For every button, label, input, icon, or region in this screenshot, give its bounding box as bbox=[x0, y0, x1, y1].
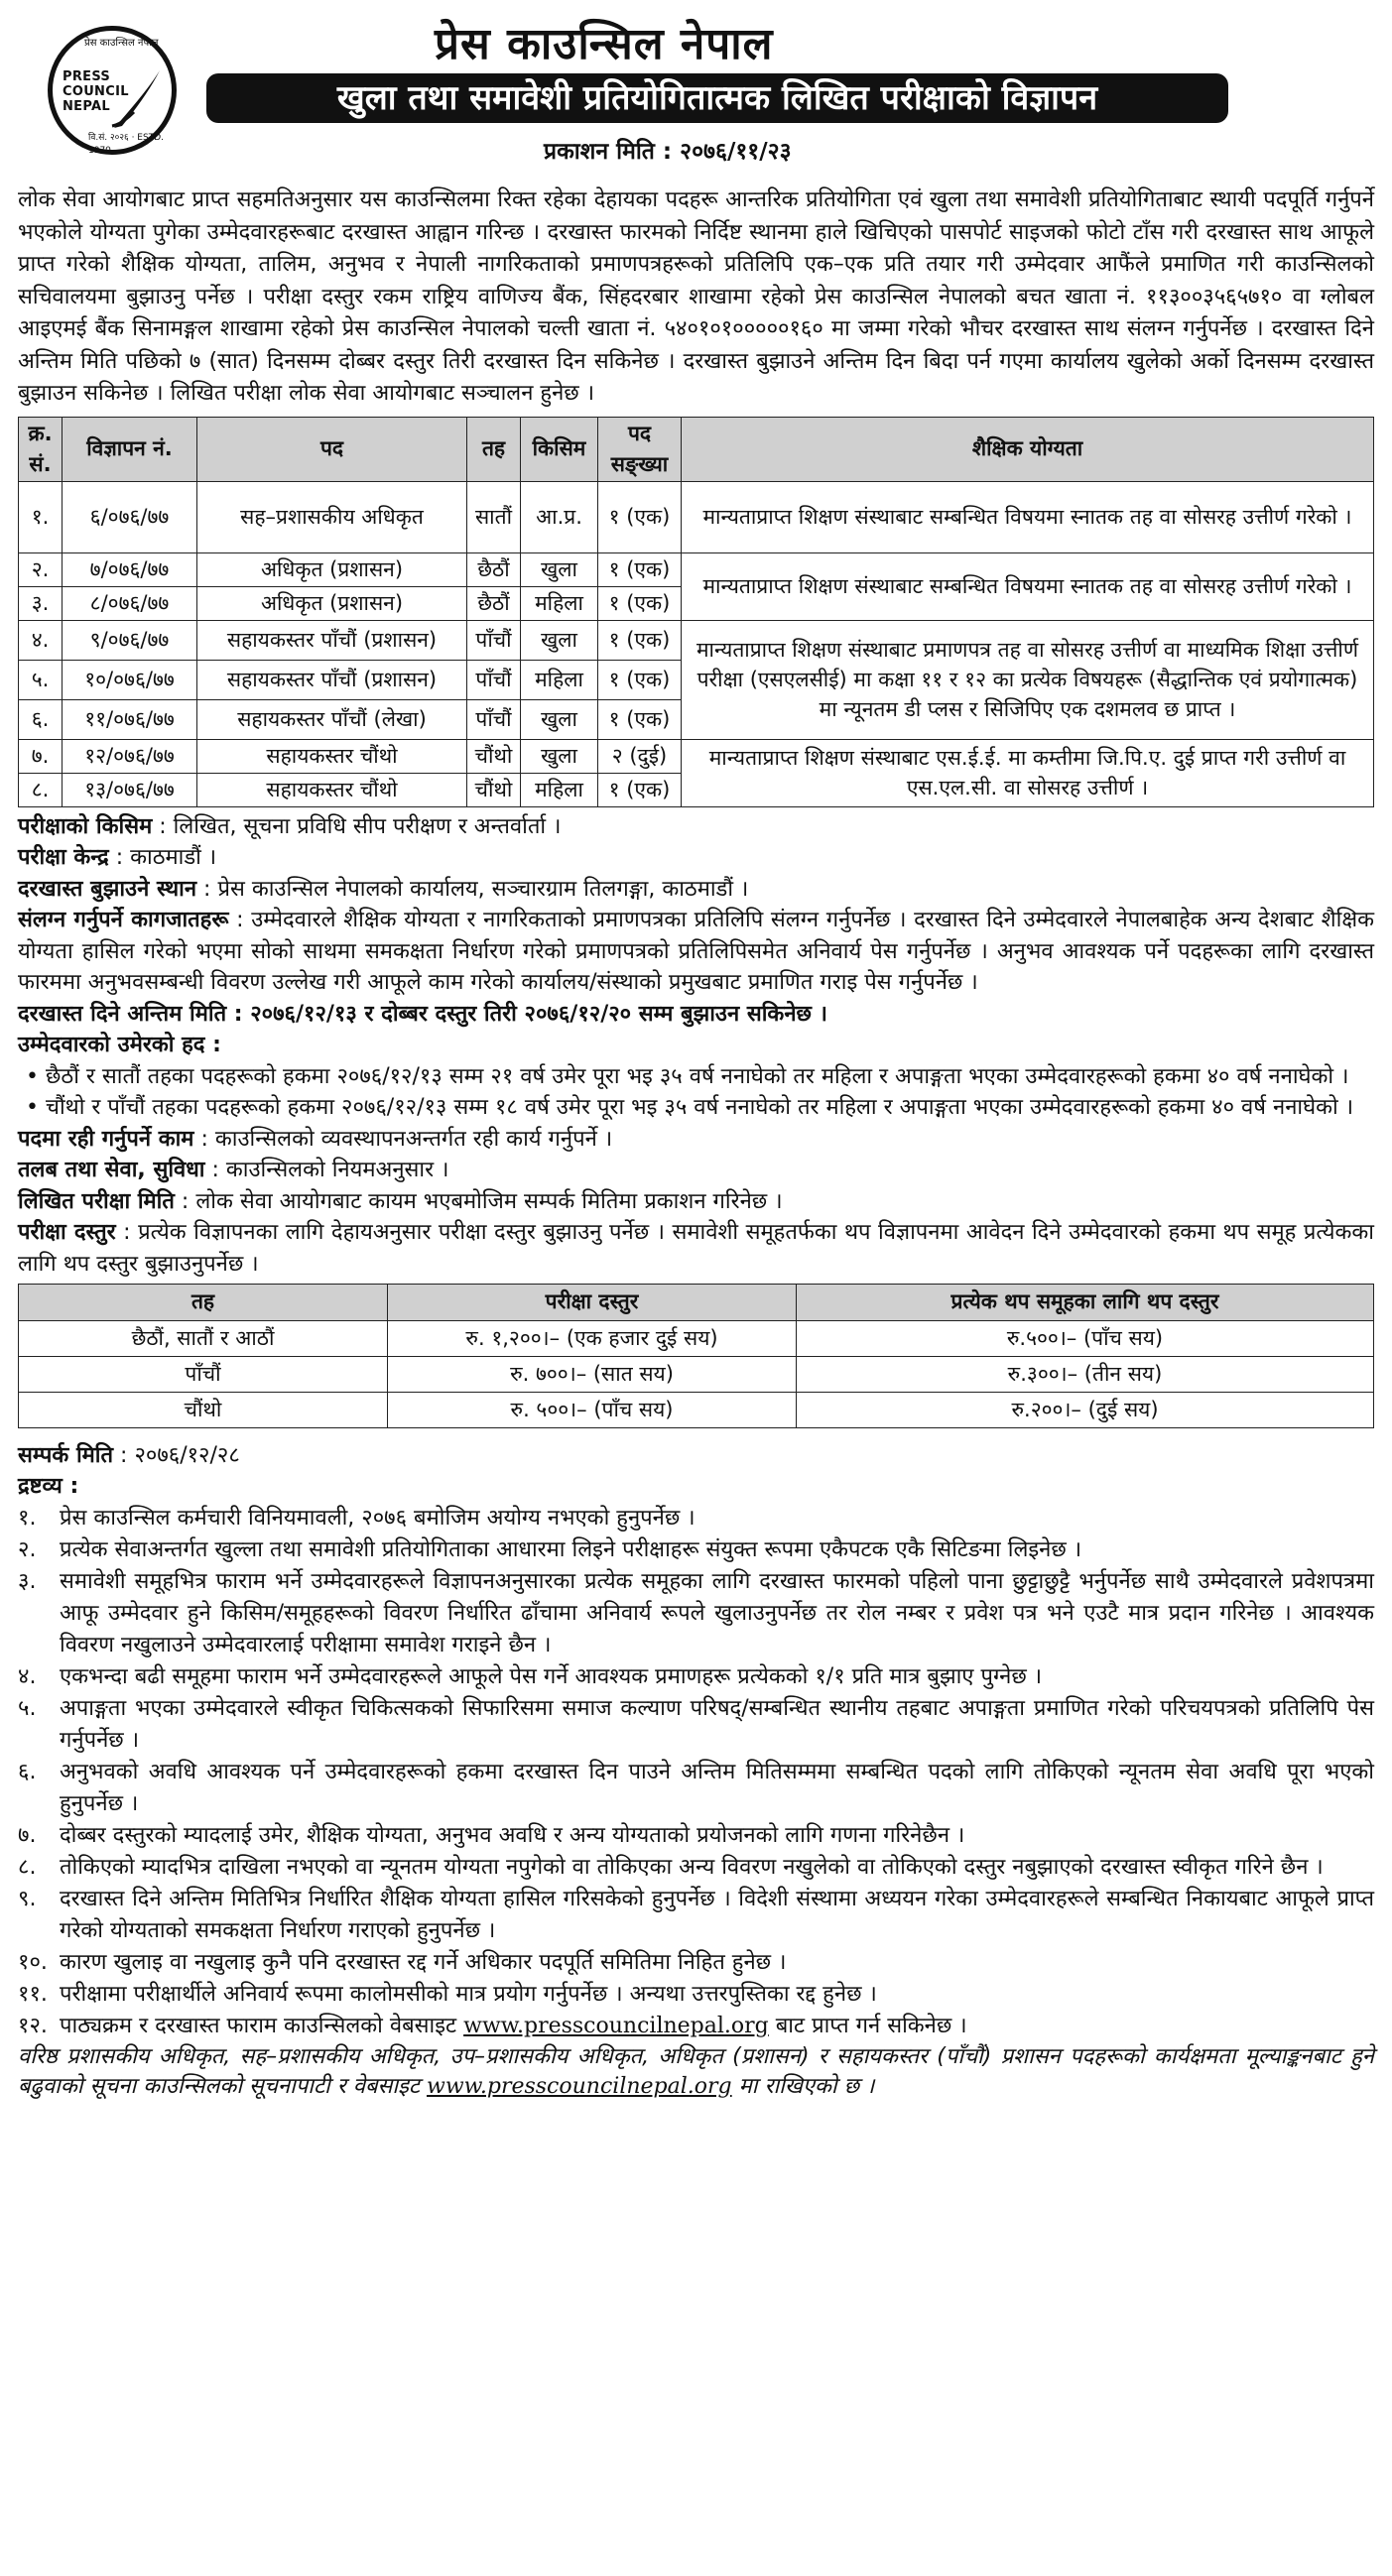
cell: ११/०७६/७७ bbox=[63, 699, 197, 739]
cell: महिला bbox=[521, 660, 598, 699]
exam-fee-label: परीक्षा दस्तुर bbox=[18, 1220, 116, 1246]
fee-row bbox=[19, 1356, 1374, 1392]
cell: महिला bbox=[521, 773, 598, 806]
list-item bbox=[18, 1534, 1374, 1566]
submit-place bbox=[18, 874, 1374, 906]
salary bbox=[18, 1155, 1374, 1186]
salary-label: तलब तथा सेवा, सुविधा bbox=[18, 1158, 205, 1183]
cell: पाँचौं bbox=[467, 620, 521, 660]
list-item bbox=[18, 1661, 1374, 1693]
cell: १ (एक) bbox=[598, 660, 682, 699]
note-text: परीक्षामा परीक्षार्थीले अनिवार्य रूपमा कालोमसीको मात्र प्रयोग गर्नुपर्नेछ । अन्यथा उत्तरपुस्तिका रद्द हुनेछ । bbox=[60, 1981, 877, 2007]
fee-col-level: तह bbox=[19, 1285, 388, 1320]
cell: २ (दुई) bbox=[598, 739, 682, 773]
exam-fee-value: : प्रत्येक विज्ञापनका लागि देहायअनुसार परीक्षा दस्तुर बुझाउनु पर्नेछ । समावेशी समूहतर्फका थप विज्ञापनमा आवेदन दिने उम्मेदवारको हकमा थप समूह प्रत्येकका लागि थप दस्तुर बुझाउनुपर्नेछ । bbox=[18, 1220, 1374, 1277]
note-text: प्रत्येक सेवाअन्तर्गत खुल्ला तथा समावेशी प्रतियोगिताका आधारमा लिइने परीक्षाहरू संयुक्त रूपमा एकैपटक एकै सिटिङमा लिइनेछ । bbox=[60, 1536, 1082, 1562]
table-row bbox=[19, 481, 1374, 552]
col-post: पद bbox=[197, 417, 467, 481]
note-text: दोब्बर दस्तुरको म्यादलाई उमेर, शैक्षिक योग्यता, अनुभव अवधि र अन्य योग्यताको प्रयोजनको लागि गणना गरिनेछैन । bbox=[60, 1822, 965, 1848]
list-item bbox=[18, 1693, 1374, 1757]
cell: १२/०७६/७७ bbox=[63, 739, 197, 773]
cell: ३. bbox=[19, 586, 63, 620]
cell: सहायकस्तर पाँचौं (प्रशासन) bbox=[197, 620, 467, 660]
cell: चौंथो bbox=[19, 1392, 388, 1427]
col-count: पद सङ्ख्या bbox=[598, 417, 682, 481]
cell: चौंथो bbox=[467, 739, 521, 773]
note-number: ६. bbox=[18, 1759, 37, 1784]
cell: १. bbox=[19, 481, 63, 552]
table-row bbox=[19, 739, 1374, 773]
cell: खुला bbox=[521, 620, 598, 660]
qualification-cell: मान्यताप्राप्त शिक्षण संस्थाबाट सम्बन्धित विषयमा स्नातक तह वा सोसरह उत्तीर्ण गरेको । bbox=[682, 552, 1374, 620]
cell: ८. bbox=[19, 773, 63, 806]
cell: पाँचौं bbox=[19, 1356, 388, 1392]
documents bbox=[18, 905, 1374, 999]
note-number: १२. bbox=[18, 2013, 48, 2038]
cell: सहायकस्तर पाँचौं (लेखा) bbox=[197, 699, 467, 739]
cell: ९/०७६/७७ bbox=[63, 620, 197, 660]
cell: रु.५००।– (पाँच सय) bbox=[797, 1320, 1374, 1356]
cell: रु. ५००।– (पाँच सय) bbox=[388, 1392, 797, 1427]
list-item bbox=[18, 1566, 1374, 1661]
fee-row bbox=[19, 1320, 1374, 1356]
list-item bbox=[18, 1852, 1374, 1884]
cell: सातौं bbox=[467, 481, 521, 552]
note-text-pre: पाठ्यक्रम र दरखास्त फाराम काउन्सिलको वेबसाइट bbox=[60, 2013, 464, 2038]
salary-value: : काउन्सिलको नियमअनुसार । bbox=[204, 1158, 449, 1183]
table-row bbox=[19, 620, 1374, 660]
footer-website-link[interactable]: www.presscouncilnepal.org bbox=[426, 2073, 732, 2099]
cell: १ (एक) bbox=[598, 620, 682, 660]
footer-note bbox=[18, 2042, 1374, 2102]
col-ad-no: विज्ञापन नं. bbox=[63, 417, 197, 481]
submit-place-label: दरखास्त बुझाउने स्थान bbox=[18, 876, 197, 902]
cell: ४. bbox=[19, 620, 63, 660]
list-item bbox=[18, 2011, 1374, 2042]
cell: खुला bbox=[521, 552, 598, 586]
written-date-value: : लोक सेवा आयोगबाट कायम भएबमोजिम सम्पर्क मितिमा प्रकाशन गरिनेछ । bbox=[174, 1188, 783, 1214]
cell: १ (एक) bbox=[598, 481, 682, 552]
submit-place-value: : प्रेस काउन्सिल नेपालको कार्यालय, सञ्चारग्राम तिलगङ्गा, काठमाडौं । bbox=[196, 876, 749, 902]
cell: सह–प्रशासकीय अधिकृत bbox=[197, 481, 467, 552]
vacancy-table bbox=[18, 417, 1374, 807]
cell: १३/०७६/७७ bbox=[63, 773, 197, 806]
age-bullet: • छैठौं र सातौं तहका पदहरूको हकमा २०७६/१२/१३ सम्म २१ वर्ष उमेर पूरा भइ ३५ वर्ष ननाघेको तर महिला र अपाङ्गता भएका उम्मेदवारहरूको हकमा ४० वर्ष ननाघेको । bbox=[26, 1063, 1349, 1089]
work-value: : काउन्सिलको व्यवस्थापनअन्तर्गत रही कार्य गर्नुपर्ने । bbox=[193, 1126, 613, 1152]
col-sn: क्र. सं. bbox=[19, 417, 63, 481]
logo-name: PRESS COUNCIL NEPAL bbox=[63, 69, 129, 114]
col-qualification: शैक्षिक योग्यता bbox=[682, 417, 1374, 481]
col-level: तह bbox=[467, 417, 521, 481]
list-item bbox=[18, 1884, 1374, 1947]
note-text: तोकिएको म्यादभित्र दाखिला नभएको वा न्यूनतम योग्यता नपुगेको वा तोकिएका अन्य विवरण नखुलेको वा तोकिएको दस्तुर नबुझाएको दरखास्त स्वीकृत गरिने छैन । bbox=[60, 1854, 1324, 1880]
age-bullet: • चौंथो र पाँचौं तहका पदहरूको हकमा २०७६/१२/१३ सम्म १८ वर्ष उमेर पूरा भइ ३५ वर्ष ननाघेको तर महिला र अपाङ्गता भएका उम्मेदवारहरूको हकमा ४० वर्ष ननाघेको । bbox=[26, 1095, 1354, 1121]
cell: पाँचौं bbox=[467, 699, 521, 739]
notes-label: द्रष्टव्य : bbox=[18, 1474, 79, 1500]
cell: अधिकृत (प्रशासन) bbox=[197, 586, 467, 620]
age-bullet-text: चौंथो र पाँचौं तहका पदहरूको हकमा २०७६/१२/१३ सम्म १८ वर्ष उमेर पूरा भइ ३५ वर्ष ननाघेको तर महिला र अपाङ्गता भएका उम्मेदवारहरूको हकमा ४० वर्ष ननाघेको । bbox=[45, 1095, 1354, 1121]
vacancy-header-row bbox=[19, 417, 1374, 481]
cell: सहायकस्तर चौंथो bbox=[197, 773, 467, 806]
list-item bbox=[18, 1947, 1374, 1979]
contact-date-value: : २०७६/१२/२८ bbox=[113, 1442, 240, 1468]
cell: ७/०७६/७७ bbox=[63, 552, 197, 586]
work-label: पदमा रही गर्नुपर्ने काम bbox=[18, 1126, 194, 1152]
qualification-cell: मान्यताप्राप्त शिक्षण संस्थाबाट एस.ई.ई. मा कम्तीमा जि.पि.ए. दुई प्राप्त गरी उत्तीर्ण वा एस.एल.सी. वा सोसरह उत्तीर्ण । bbox=[682, 739, 1374, 806]
cell: आ.प्र. bbox=[521, 481, 598, 552]
exam-type-label: परीक्षाको किसिम bbox=[18, 813, 153, 839]
list-item bbox=[18, 1757, 1374, 1820]
qualification-cell: मान्यताप्राप्त शिक्षण संस्थाबाट प्रमाणपत्र तह वा सोसरह उत्तीर्ण वा माध्यमिक शिक्षा उत्तीर्ण परीक्षा (एसएलसीई) मा कक्षा ११ र १२ का प्रत्येक विषयहरू (सैद्धान्तिक एवं प्रयोगात्मक) मा न्यूनतम डी प्लस र सिजिपिए एक दशमलव छ प्राप्त । bbox=[682, 620, 1374, 739]
note-number: ८. bbox=[18, 1854, 37, 1880]
age-limit-label: उम्मेदवारको उमेरको हद : bbox=[18, 1033, 221, 1058]
list-item bbox=[18, 1820, 1374, 1852]
list-item bbox=[18, 1979, 1374, 2011]
cell: चौंथो bbox=[467, 773, 521, 806]
written-date bbox=[18, 1186, 1374, 1218]
cell: ६. bbox=[19, 699, 63, 739]
logo-arc-text: प्रेस काउन्सिल नेपाल bbox=[84, 38, 159, 49]
advertisement-banner: खुला तथा समावेशी प्रतियोगितात्मक लिखित परीक्षाको विज्ञापन bbox=[206, 73, 1228, 123]
note-text bbox=[60, 2011, 1374, 2042]
cell: सहायकस्तर चौंथो bbox=[197, 739, 467, 773]
table-row bbox=[19, 552, 1374, 586]
note-number: २. bbox=[18, 1536, 37, 1562]
page-title: प्रेस काउन्सिल नेपाल bbox=[435, 19, 774, 69]
note-number: ५. bbox=[18, 1695, 37, 1721]
note-text: प्रेस काउन्सिल कर्मचारी विनियमावली, २०७६ बमोजिम अयोग्य नभएको हुनुपर्नेछ । bbox=[60, 1505, 696, 1531]
fee-row bbox=[19, 1392, 1374, 1427]
note-number: १. bbox=[18, 1505, 37, 1531]
contact-date-label: सम्पर्क मिति bbox=[18, 1442, 114, 1468]
cell: १ (एक) bbox=[598, 699, 682, 739]
cell: ६/०७६/७७ bbox=[63, 481, 197, 552]
cell: छैठौं bbox=[467, 552, 521, 586]
cell: ५. bbox=[19, 660, 63, 699]
cell: १ (एक) bbox=[598, 586, 682, 620]
note-text: कारण खुलाइ वा नखुलाइ कुनै पनि दरखास्त रद्द गर्ने अधिकार पदपूर्ति समितिमा निहित हुनेछ । bbox=[60, 1949, 787, 1975]
note-text: समावेशी समूहभित्र फाराम भर्ने उम्मेदवारहरूले विज्ञापनअनुसारका प्रत्येक समूहका लागि दरखास्त फारमको पहिलो पाना छुट्टाछुट्टै भर्नुपर्नेछ साथै उम्मेदवारले प्रवेशपत्रमा आफू उम्मेदवार हुने किसिम/समूहहरूको विवरण निर्धारित ढाँचामा अनिवार्य रूपले खुलाउनुपर्नेछ तर रोल नम्बर र प्रवेश पत्र भने एउटै मात्र प्रदान गरिनेछ । आवश्यक विवरण नखुलाउने उम्मेदवारलाई परीक्षामा समावेश गराइने छैन । bbox=[60, 1568, 1374, 1657]
exam-type-value: : लिखित, सूचना प्रविधि सीप परीक्षण र अन्तर्वार्ता । bbox=[152, 813, 562, 839]
contact-date bbox=[18, 1440, 1374, 1472]
documents-value: : उम्मेदवारले शैक्षिक योग्यता र नागरिकताको प्रमाणपत्रका प्रतिलिपि संलग्न गर्नुपर्नेछ । दरखास्त दिने उम्मेदवारले नेपालबाहेक अन्य देशबाट शैक्षिक योग्यता हासिल गरेको भएमा सोको साथमा समकक्षता निर्धारण गरेको प्रमाणपत्रको प्रतिलिपिसमेत अनिवार्य पेस गर्नुपर्नेछ । अनुभव आवश्यक पर्ने पदहरूका लागि दरखास्त फारममा अनुभवसम्बन्धी विवरण उल्लेख गरी आफूले काम गरेको कार्यालय/संस्थाको प्रमुखबाट प्रमाणित गराइ पेस गर्नुपर्नेछ । bbox=[18, 908, 1374, 996]
publish-date: प्रकाशन मिति : २०७६/११/२३ bbox=[544, 139, 792, 165]
cell: पाँचौं bbox=[467, 660, 521, 699]
note-text: अनुभवको अवधि आवश्यक पर्ने उम्मेदवारहरूको हकमा दरखास्त दिन पाउने अन्तिम मितिसम्ममा सम्बन्धित पदको लागि तोकिएको न्यूनतम सेवा अवधि पूरा भएको हुनुपर्नेछ । bbox=[60, 1759, 1374, 1816]
cell: ७. bbox=[19, 739, 63, 773]
cell: रु. १,२००।– (एक हजार दुई सय) bbox=[388, 1320, 797, 1356]
cell: रु.२००।– (दुई सय) bbox=[797, 1392, 1374, 1427]
press-council-logo bbox=[48, 26, 177, 155]
note-number: ९. bbox=[18, 1886, 37, 1911]
cell: रु.३००।– (तीन सय) bbox=[797, 1356, 1374, 1392]
cell: १ (एक) bbox=[598, 773, 682, 806]
notes-list bbox=[18, 1503, 1374, 2042]
deadline-label: दरखास्त दिने अन्तिम मिति bbox=[18, 1001, 227, 1027]
cell: सहायकस्तर पाँचौं (प्रशासन) bbox=[197, 660, 467, 699]
cell: अधिकृत (प्रशासन) bbox=[197, 552, 467, 586]
qualification-cell: मान्यताप्राप्त शिक्षण संस्थाबाट सम्बन्धित विषयमा स्नातक तह वा सोसरह उत्तीर्ण गरेको । bbox=[682, 481, 1374, 552]
cell: महिला bbox=[521, 586, 598, 620]
written-date-label: लिखित परीक्षा मिति bbox=[18, 1188, 175, 1214]
website-link[interactable]: www.presscouncilnepal.org bbox=[463, 2013, 769, 2038]
cell: रु. ७००।– (सात सय) bbox=[388, 1356, 797, 1392]
note-text: अपाङ्गता भएका उम्मेदवारले स्वीकृत चिकित्सकको सिफारिसमा समाज कल्याण परिषद्/सम्बन्धित स्थानीय तहबाट अपाङ्गता प्रमाणित गरेको परिचयपत्रको प्रतिलिपि पेस गर्नुपर्नेछ । bbox=[60, 1695, 1374, 1753]
fee-table bbox=[18, 1284, 1374, 1427]
fee-col-fee: परीक्षा दस्तुर bbox=[388, 1285, 797, 1320]
details-section bbox=[18, 811, 1374, 1281]
header bbox=[18, 10, 1374, 165]
cell: खुला bbox=[521, 699, 598, 739]
cell: खुला bbox=[521, 739, 598, 773]
footer-text-post: मा राखिएको छ । bbox=[731, 2073, 875, 2099]
fee-header-row bbox=[19, 1285, 1374, 1320]
exam-center bbox=[18, 842, 1374, 874]
exam-center-value: : काठमाडौं । bbox=[108, 845, 217, 871]
logo-est: वि.सं. २०२६ · ESTD. 1970 bbox=[88, 133, 164, 157]
intro-paragraph: लोक सेवा आयोगबाट प्राप्त सहमतिअनुसार यस काउन्सिलमा रिक्त रहेका देहायका पदहरू आन्तरिक प्रतियोगिता एवं खुला तथा समावेशी प्रतियोगिताबाट स्थायी पदपूर्ति गर्नुपर्ने भएकोले योग्यता पुगेका उम्मेदवारहरूबाट दरखास्त आह्वान गरिन्छ । दरखास्त फारमको निर्दिष्ट स्थानमा हाले खिचिएको पासपोर्ट साइजको फोटो टाँस गरी दरखास्त साथ आफूले प्राप्त गरेको शैक्षिक योग्यता, तालिम, अनुभव र नेपाली नागरिकताको प्रमाणपत्रहरूको प्रतिलिपि एक–एक प्रति तयार गरी उम्मेदवार आफैंले प्रमाणित गरी काउन्सिलको सचिवालयमा बुझाउनु पर्नेछ । परीक्षा दस्तुर रकम राष्ट्रिय वाणिज्य बैंक, सिंहदरबार शाखामा रहेको प्रेस काउन्सिल नेपालको बचत खाता नं. ११३००३५६५७१० वा ग्लोबल आइएमई बैंक सिनामङ्गल शाखामा रहेको प्रेस काउन्सिल नेपालको चल्ती खाता नं. ५४०१०१०००००१६० मा जम्मा गरेको भौचर दरखास्त साथ संलग्न गर्नुपर्नेछ । दरखास्त दिने अन्तिम मिति पछिको ७ (सात) दिनसम्म दोब्बर दस्तुर तिरी दरखास्त दिन सकिनेछ । दरखास्त बुझाउने अन्तिम दिन बिदा पर्न गएमा कार्यालय खुलेको अर्को दिनसम्म दरखास्त बुझाउन सकिनेछ । लिखित परीक्षा लोक सेवा आयोगबाट सञ्चालन हुनेछ । bbox=[18, 187, 1374, 406]
note-number: ४. bbox=[18, 1663, 37, 1689]
exam-center-label: परीक्षा केन्द्र bbox=[18, 845, 109, 871]
exam-fee bbox=[18, 1217, 1374, 1280]
cell: १ (एक) bbox=[598, 552, 682, 586]
note-number: १०. bbox=[18, 1949, 48, 1975]
note-number: ७. bbox=[18, 1822, 37, 1848]
cell: १०/०७६/७७ bbox=[63, 660, 197, 699]
work bbox=[18, 1124, 1374, 1156]
list-item bbox=[18, 1503, 1374, 1534]
cell: छैठौं bbox=[467, 586, 521, 620]
col-type: किसिम bbox=[521, 417, 598, 481]
cell: ८/०७६/७७ bbox=[63, 586, 197, 620]
note-number: ३. bbox=[18, 1568, 37, 1594]
fee-col-extra: प्रत्येक थप समूहका लागि थप दस्तुर bbox=[797, 1285, 1374, 1320]
age-bullet-text: छैठौं र सातौं तहका पदहरूको हकमा २०७६/१२/१३ सम्म २१ वर्ष उमेर पूरा भइ ३५ वर्ष ननाघेको तर महिला र अपाङ्गता भएका उम्मेदवारहरूको हकमा ४० वर्ष ननाघेको । bbox=[45, 1063, 1349, 1089]
note-number: ११. bbox=[18, 1981, 48, 2007]
note-text: दरखास्त दिने अन्तिम मितिभित्र निर्धारित शैक्षिक योग्यता हासिल गरिसकेको हुनुपर्नेछ । विदेशी संस्थामा अध्ययन गरेका उम्मेदवारहरूले सम्बन्धित निकायबाट आफूले प्राप्त गरेको योग्यताको समकक्षता निर्धारण गराएको हुनुपर्नेछ । bbox=[60, 1886, 1374, 1943]
cell: छैठौं, सातौं र आठौं bbox=[19, 1320, 388, 1356]
cell: २. bbox=[19, 552, 63, 586]
footer-text-pre: वरिष्ठ प्रशासकीय अधिकृत, सह–प्रशासकीय अधिकृत, उप–प्रशासकीय अधिकृत, अधिकृत (प्रशासन) र सहायकस्तर (पाँचौं) प्रशासन पदहरूको कार्यक्षमता मूल्याङ्कनबाट हुने बढुवाको सूचना काउन्सिलको सूचनापाटी र वेबसाइट bbox=[18, 2043, 1374, 2099]
deadline bbox=[18, 999, 1374, 1031]
documents-label: संलग्न गर्नुपर्ने कागजातहरू bbox=[18, 908, 229, 933]
note-text: एकभन्दा बढी समूहमा फाराम भर्ने उम्मेदवारहरूले आफूले पेस गर्ने आवश्यक प्रमाणहरू प्रत्येकको १/१ प्रति मात्र बुझाए पुग्नेछ । bbox=[60, 1663, 1043, 1689]
exam-type bbox=[18, 811, 1374, 843]
deadline-value: : २०७६/१२/१३ र दोब्बर दस्तुर तिरी २०७६/१२/२० सम्म बुझाउन सकिनेछ । bbox=[226, 1001, 827, 1027]
note-text-post: बाट प्राप्त गर्न सकिनेछ । bbox=[768, 2013, 967, 2038]
